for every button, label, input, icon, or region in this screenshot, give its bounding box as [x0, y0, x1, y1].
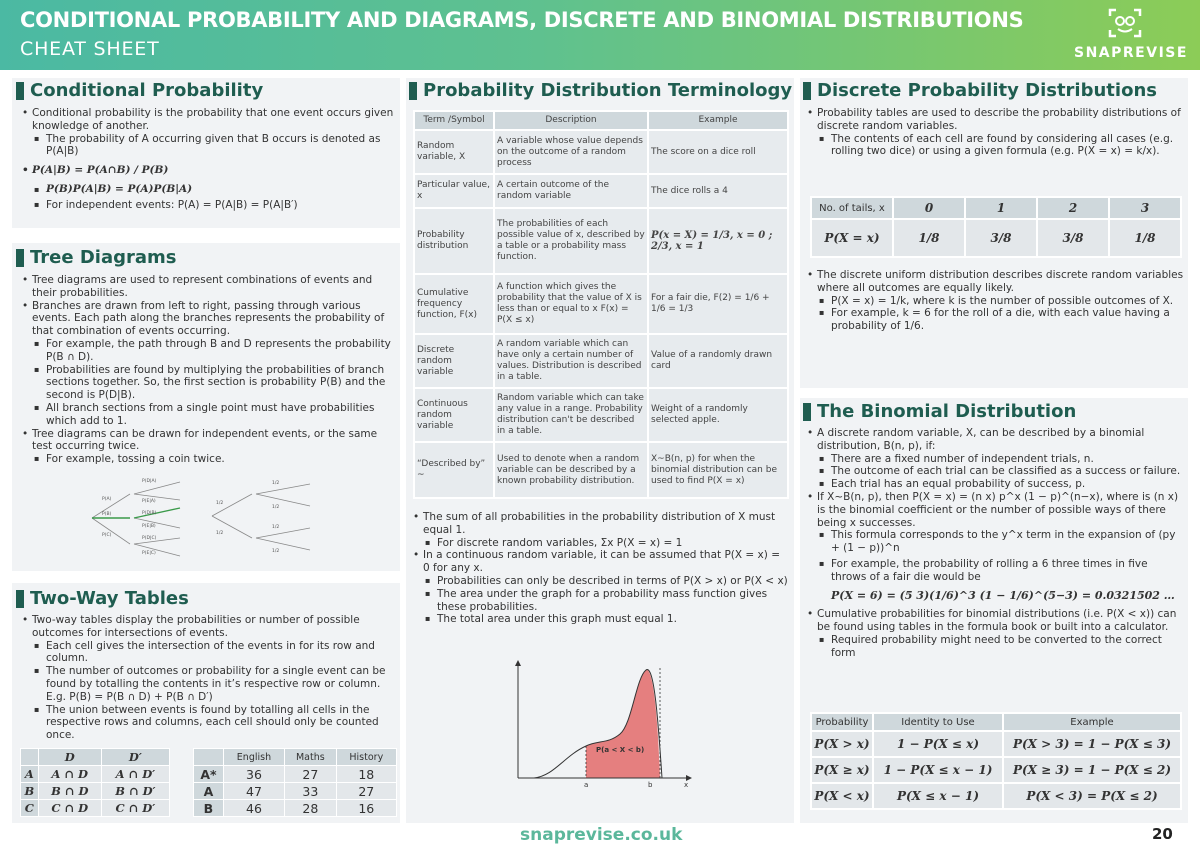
- list-item: ▪ For example, k = 6 for the roll of a die, with each value having a probability of 1/6.: [805, 307, 1185, 333]
- table-row: [811, 757, 1181, 783]
- list-item: ▪ For example, the probability of rolling a 6 three times in five throws of a fair die would be: [805, 558, 1185, 584]
- table-cell: The score on a dice roll: [648, 130, 788, 174]
- table-cell: 1/8: [893, 219, 965, 257]
- table-cell: P(X > 3) = 1 − P(X ≤ 3): [1003, 731, 1181, 757]
- table-cell: 1: [965, 197, 1037, 219]
- table-cell: Cumulative frequency function, F(x): [414, 274, 494, 334]
- footer-url[interactable]: snaprevise.co.uk: [520, 825, 683, 845]
- table-cell: [21, 749, 39, 766]
- table-cell: A*: [194, 766, 224, 783]
- list-item: ▪ P(B)P(A|B) = P(A)P(B|A): [20, 183, 396, 196]
- binomial-content: [805, 427, 1185, 660]
- tree-label: P(D|C): [142, 536, 157, 541]
- graph-tick-b: b: [648, 781, 653, 789]
- binomial-title: The Binomial Distribution: [803, 401, 1076, 422]
- table-cell: A: [21, 766, 39, 783]
- table-cell: B ∩ D′: [101, 783, 169, 800]
- table-cell: Value of a randomly drawn card: [648, 334, 788, 388]
- graph-area-label: P(a < X < b): [596, 746, 645, 754]
- list-item: • Conditional probability is the probability that one event occurs given knowledge of another.: [20, 107, 396, 133]
- table-cell: 1 − P(X ≤ x − 1): [873, 757, 1003, 783]
- table-row: [414, 274, 788, 334]
- table-cell: P(X < 3) = P(X ≤ 2): [1003, 783, 1181, 809]
- tree-label: P(E|C): [142, 551, 156, 556]
- table-cell: Used to denote when a random variable can be described by a known probability distribution.: [494, 442, 648, 498]
- list-item: ▪ Each trial has an equal probability of success, p.: [805, 478, 1185, 491]
- page-title: CONDITIONAL PROBABILITY AND DIAGRAMS, DISCRETE AND BINOMIAL DISTRIBUTIONS: [20, 8, 1024, 32]
- page-subtitle: CHEAT SHEET: [20, 38, 160, 60]
- table-cell: P(x = X) = 1/3, x = 0 ; 2/3, x = 1: [648, 208, 788, 274]
- table-cell: 46: [223, 800, 284, 817]
- table-header: Example: [1003, 713, 1181, 731]
- table-cell: 36: [223, 766, 284, 783]
- table-cell: History: [336, 749, 396, 766]
- table-cell: No. of tails, x: [811, 197, 893, 219]
- table-row: [811, 783, 1181, 809]
- table-cell: The dice rolls a 4: [648, 174, 788, 208]
- table-row: [21, 783, 170, 800]
- table-cell: 0: [893, 197, 965, 219]
- table-cell: Discrete random variable: [414, 334, 494, 388]
- event-table: [20, 748, 170, 817]
- discrete-uniform-content: [805, 269, 1185, 333]
- grades-table: [193, 748, 397, 817]
- list-item: ▪ P(X = x) = 1/k, where k is the number of possible outcomes of X.: [805, 295, 1185, 308]
- table-cell: Maths: [285, 749, 337, 766]
- tree-label: P(C): [102, 533, 112, 538]
- table-row: [194, 766, 397, 783]
- table-cell: 1 − P(X ≤ x): [873, 731, 1003, 757]
- table-cell: 47: [223, 783, 284, 800]
- list-item: ▪ The union between events is found by totalling all cells in the respective rows and columns, each cell should only be counted once.: [20, 704, 396, 742]
- list-item: • Cumulative probabilities for binomial distributions (i.e. P(X < x)) can be found using tables in the formula book or built into a calculator.: [805, 608, 1185, 634]
- two-way-tables-content: [20, 614, 396, 742]
- table-cell: B: [21, 783, 39, 800]
- table-cell: English: [223, 749, 284, 766]
- table-cell: P(X = x): [811, 219, 893, 257]
- list-item: ▪ This formula corresponds to the y^x term in the expansion of (py + (1 − p))^n: [805, 529, 1185, 555]
- list-item: • P(A|B) = P(A∩B) / P(B): [20, 164, 396, 177]
- list-item: ▪ Each cell gives the intersection of the events in for its row and column.: [20, 640, 396, 666]
- table-cell: P(X < x): [811, 783, 873, 809]
- list-item: ▪ For independent events: P(A) = P(A|B) = P(A|B′): [20, 199, 396, 212]
- tree-label: P(A): [102, 497, 112, 502]
- list-item: ▪ The total area under this graph must equal 1.: [411, 613, 789, 626]
- table-header: Probability: [811, 713, 873, 731]
- list-item: • Branches are drawn from left to right, passing through various events. Each path along the branches represents the probability of that combination of events occurring.: [20, 300, 396, 338]
- table-cell: A ∩ D: [38, 766, 101, 783]
- list-item: ▪ For example, the path through B and D represents the probability P(B ∩ D).: [20, 338, 396, 364]
- table-cell: B: [194, 800, 224, 817]
- list-item: ▪ There are a fixed number of independent trials, n.: [805, 453, 1185, 466]
- table-cell: P(X ≥ x): [811, 757, 873, 783]
- list-item: ▪ Required probability might need to be converted to the correct form: [805, 634, 1185, 660]
- table-cell: 28: [285, 800, 337, 817]
- tree-label: 1/2: [272, 549, 280, 554]
- table-cell: Random variable, X: [414, 130, 494, 174]
- table-cell: A ∩ D′: [101, 766, 169, 783]
- table-cell: Random variable which can take any value in a range. Probability distribution can't be described in a table.: [494, 388, 648, 442]
- table-row: [194, 749, 397, 766]
- table-row: [21, 749, 170, 766]
- table-cell: 18: [336, 766, 396, 783]
- table-row: [811, 197, 1181, 219]
- list-item: • In a continuous random variable, it can be assumed that P(X = x) = 0 for any x.: [411, 549, 789, 575]
- tree-label: 1/2: [272, 525, 280, 530]
- table-cell: P(X ≤ x − 1): [873, 783, 1003, 809]
- list-item: ▪ Probabilities are found by multiplying the probabilities of branch sections together. So, the first section is probability P(B) and the second is P(D|B).: [20, 364, 396, 402]
- brand-name: SNAPREVISE: [1074, 45, 1188, 61]
- graph-tick-a: a: [584, 781, 589, 789]
- table-cell: 33: [285, 783, 337, 800]
- graph-tick-x: x: [684, 781, 689, 789]
- table-row: [811, 219, 1181, 257]
- list-item: • The discrete uniform distribution describes discrete random variables where all outcomes are equally likely.: [805, 269, 1185, 295]
- table-cell: “Described by” ~: [414, 442, 494, 498]
- discrete-title: Discrete Probability Distributions: [803, 80, 1157, 101]
- binomial-example-formula: P(X = 6) = (5 3)(1/6)^3 (1 − 1/6)^(5−3) = 0.0321502 …: [831, 588, 1175, 602]
- table-cell: The probabilities of each possible value of x, described by a table or a probability mass function.: [494, 208, 648, 274]
- terminology-notes: [411, 511, 789, 626]
- table-header: Example: [648, 111, 788, 130]
- table-cell: B ∩ D: [38, 783, 101, 800]
- table-row: [811, 731, 1181, 757]
- table-row: [414, 208, 788, 274]
- list-item: • Tree diagrams can be drawn for independent events, or the same test occurring twice.: [20, 428, 396, 454]
- table-cell: 16: [336, 800, 396, 817]
- tree-label: 1/2: [272, 505, 280, 510]
- table-row: [21, 766, 170, 783]
- discrete-content: [805, 107, 1185, 158]
- table-cell: C ∩ D′: [101, 800, 169, 817]
- page-number: 20: [1152, 825, 1173, 843]
- list-item: ▪ The contents of each cell are found by considering all cases (e.g. rolling two dice) or using a given formula (e.g. P(X = x) = k/x).: [805, 133, 1185, 159]
- table-cell: Continuous random variable: [414, 388, 494, 442]
- tails-distribution-table: [810, 196, 1182, 258]
- table-row: [414, 442, 788, 498]
- header-banner: [0, 0, 1200, 70]
- table-cell: C ∩ D: [38, 800, 101, 817]
- snaprevise-logo-icon: [1108, 8, 1142, 38]
- tree-label: P(E|A): [142, 499, 156, 504]
- table-row: [414, 174, 788, 208]
- list-item: ▪ The probability of A occurring given that B occurs is denoted as P(A|B): [20, 133, 396, 159]
- table-row: [194, 800, 397, 817]
- list-item: ▪ The area under the graph for a probability mass function gives these probabilities.: [411, 588, 789, 614]
- table-cell: 3: [1109, 197, 1181, 219]
- list-item: • The sum of all probabilities in the probability distribution of X must equal 1.: [411, 511, 789, 537]
- table-cell: Particular value, x: [414, 174, 494, 208]
- list-item: • Probability tables are used to describe the probability distributions of discrete random variables.: [805, 107, 1185, 133]
- conditional-probability-title: Conditional Probability: [16, 80, 263, 101]
- table-row: [414, 130, 788, 174]
- table-row: [414, 111, 788, 130]
- table-cell: A certain outcome of the random variable: [494, 174, 648, 208]
- table-cell: 27: [336, 783, 396, 800]
- table-cell: [194, 749, 224, 766]
- two-way-tables-title: Two-Way Tables: [16, 588, 189, 609]
- tree-label: 1/2: [272, 481, 280, 486]
- table-cell: X~B(n, p) for when the binomial distribution can be used to find P(X = x): [648, 442, 788, 498]
- conditional-probability-content: [20, 107, 396, 212]
- table-cell: For a fair die, F(2) = 1/6 + 1/6 = 1/3: [648, 274, 788, 334]
- tree-label: 1/2: [216, 531, 224, 536]
- table-cell: 3/8: [965, 219, 1037, 257]
- list-item: • Two-way tables display the probabilities or number of possible outcomes for intersections of events.: [20, 614, 396, 640]
- list-item: ▪ All branch sections from a single point must have probabilities which add to 1.: [20, 402, 396, 428]
- tree-diagrams-content: [20, 274, 396, 466]
- table-cell: Weight of a randomly selected apple.: [648, 388, 788, 442]
- tree-label: P(B): [102, 512, 112, 517]
- table-cell: 3/8: [1037, 219, 1109, 257]
- list-item: ▪ The outcome of each trial can be classified as a success or failure.: [805, 465, 1185, 478]
- table-header: Term /Symbol: [414, 111, 494, 130]
- table-cell: 1/8: [1109, 219, 1181, 257]
- tree-diagrams-title: Tree Diagrams: [16, 247, 177, 268]
- list-item: ▪ Probabilities can only be described in terms of P(X > x) or P(X < x): [411, 575, 789, 588]
- tree-label: P(D|B): [142, 511, 157, 516]
- terminology-title: Probability Distribution Terminology: [409, 80, 792, 101]
- binomial-identity-table: [810, 712, 1182, 810]
- table-cell: A function which gives the probability that the value of X is less than or equal to x F(x) = P(X ≤ x): [494, 274, 648, 334]
- tree-diagram-figure: [88, 472, 328, 564]
- table-cell: D′: [101, 749, 169, 766]
- table-cell: A random variable which can have only a certain number of values. Distribution is described in a table.: [494, 334, 648, 388]
- probability-density-graph: [498, 658, 698, 792]
- table-cell: 2: [1037, 197, 1109, 219]
- tree-label: P(D|A): [142, 479, 157, 484]
- table-header: Identity to Use: [873, 713, 1003, 731]
- table-row: [811, 713, 1181, 731]
- table-cell: P(X > x): [811, 731, 873, 757]
- table-header: Description: [494, 111, 648, 130]
- table-cell: 27: [285, 766, 337, 783]
- table-cell: Probability distribution: [414, 208, 494, 274]
- terminology-table: [413, 110, 789, 499]
- list-item: ▪ For example, tossing a coin twice.: [20, 453, 396, 466]
- table-cell: P(X ≥ 3) = 1 − P(X ≤ 2): [1003, 757, 1181, 783]
- table-row: [414, 334, 788, 388]
- table-cell: A variable whose value depends on the outcome of a random process: [494, 130, 648, 174]
- table-row: [21, 800, 170, 817]
- list-item: • If X~B(n, p), then P(X = x) = (n x) p^x (1 − p)^(n−x), where is (n x) is the binomial coefficient or the number of possible ways of there being x successes.: [805, 491, 1185, 529]
- table-cell: A: [194, 783, 224, 800]
- list-item: ▪ For discrete random variables, Σx P(X = x) = 1: [411, 537, 789, 550]
- tree-label: 1/2: [216, 501, 224, 506]
- table-row: [194, 783, 397, 800]
- list-item: ▪ The number of outcomes or probability for a single event can be found by totalling the contents in it’s respective row or column. E.g. P(B) = P(B ∩ D) + P(B ∩ D′): [20, 665, 396, 703]
- table-cell: C: [21, 800, 39, 817]
- list-item: • A discrete random variable, X, can be described by a binomial distribution, B(n, p), if:: [805, 427, 1185, 453]
- list-item: • Tree diagrams are used to represent combinations of events and their probabilities.: [20, 274, 396, 300]
- table-cell: D: [38, 749, 101, 766]
- tree-label: P(E|B): [142, 524, 156, 529]
- table-row: [414, 388, 788, 442]
